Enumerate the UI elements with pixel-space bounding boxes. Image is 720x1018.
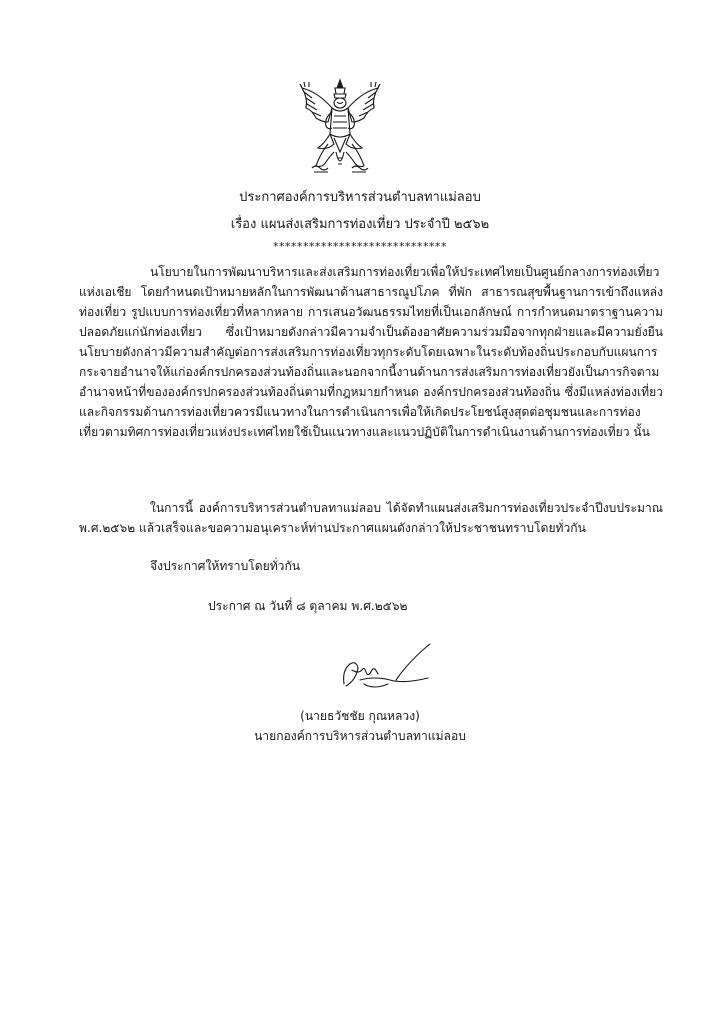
separator: ***************************** — [273, 240, 447, 253]
handwritten-signature — [334, 640, 434, 696]
announcement-title: ประกาศองค์การบริหารส่วนตำบลทาแม่ลอบ — [239, 190, 481, 205]
signer-position: นายกองค์การบริหารส่วนตำบลทาแม่ลอบ — [254, 729, 466, 743]
announcement-subject: เรื่อง แผนส่งเสริมการท่องเที่ยว ประจำปี ๒๕๖๒ — [230, 217, 490, 232]
announcement-date: ประกาศ ณ วันที่ ๘ ตุลาคม พ.ศ.๒๕๖๒ — [208, 599, 408, 613]
body-paragraph-2: ในการนี้ องค์การบริหารส่วนตำบลทาแม่ลอบ ได้จัดทำแผนส่งเสริมการท่องเที่ยวประจำปีงบประมาณ พ.ศ.๒๕๖๒ แล้วเสร็จและขอความอนุเคราะห์ท่านประกาศแผนดังกล่าวให้ประชาชนทราบโดยทั่วกัน — [79, 501, 663, 535]
announcement-line: จึงประกาศให้ทราบโดยทั่วกัน — [150, 559, 301, 573]
body-paragraph-1: นโยบายในการพัฒนาบริหารและส่งเสริมการท่องเที่ยวเพื่อให้ประเทศไทยเป็นศูนย์กลางการท่องเที่ยวแห่งเอเชีย โดยกำหนดเป้าหมายหลักในการพัฒนาด้านสาธารณูปโภค ที่พัก สาธารณสุขพื้นฐานการเข้าถึงแหล่งท่องเที่ยว รูปแบบการท่องเที่ยวที่หลากหลาย การเสนอวัฒนธรรมไทยที่เป็นเอกลักษณ์ การกำหนดมาตราฐานความปลอดภัยแก่นักท่องเที่ยว ซึ่งเป้าหมายดังกล่าวมีความจำเป็นต้องอาศัยความร่วมมือจากทุกฝ่ายและมีความยั่งยืน นโยบายดังกล่าวมีความสำคัญต่อการส่งเสริมการท่องเที่ยวทุกระดับโดยเฉพาะในระดับท้องถิ่นประกอบกับแผนการกระจายอำนาจให้แก่องค์กรปกครองส่วนท้องถิ่นและนอกจากนี้งานด้านการส่งเสริมการท่องเที่ยวยังเป็นภารกิจตามอำนาจหน้าที่ขององค์กรปกครองส่วนท้องถิ่นตามที่กฎหมายกำหนด องค์กรปกครองส่วนท้องถิ่น ซึ่งมีแหล่งท่องเที่ยวและกิจกรรมด้านการท่องเที่ยวควรมีแนวทางในการดำเนินการเพื่อให้เกิดประโยชน์สูงสุดต่อชุมชนและการท่องเที่ยวตามทิศการท่องเที่ยวแห่งประเทศไทยใช้เป็นแนวทางและแนวปฏิบัติในการดำเนินงานด้านการท่องเที่ยว นั้น — [79, 265, 663, 439]
garuda-emblem-icon — [298, 78, 382, 180]
signer-name: (นายธวัชชัย กุณหลวง) — [300, 709, 420, 723]
